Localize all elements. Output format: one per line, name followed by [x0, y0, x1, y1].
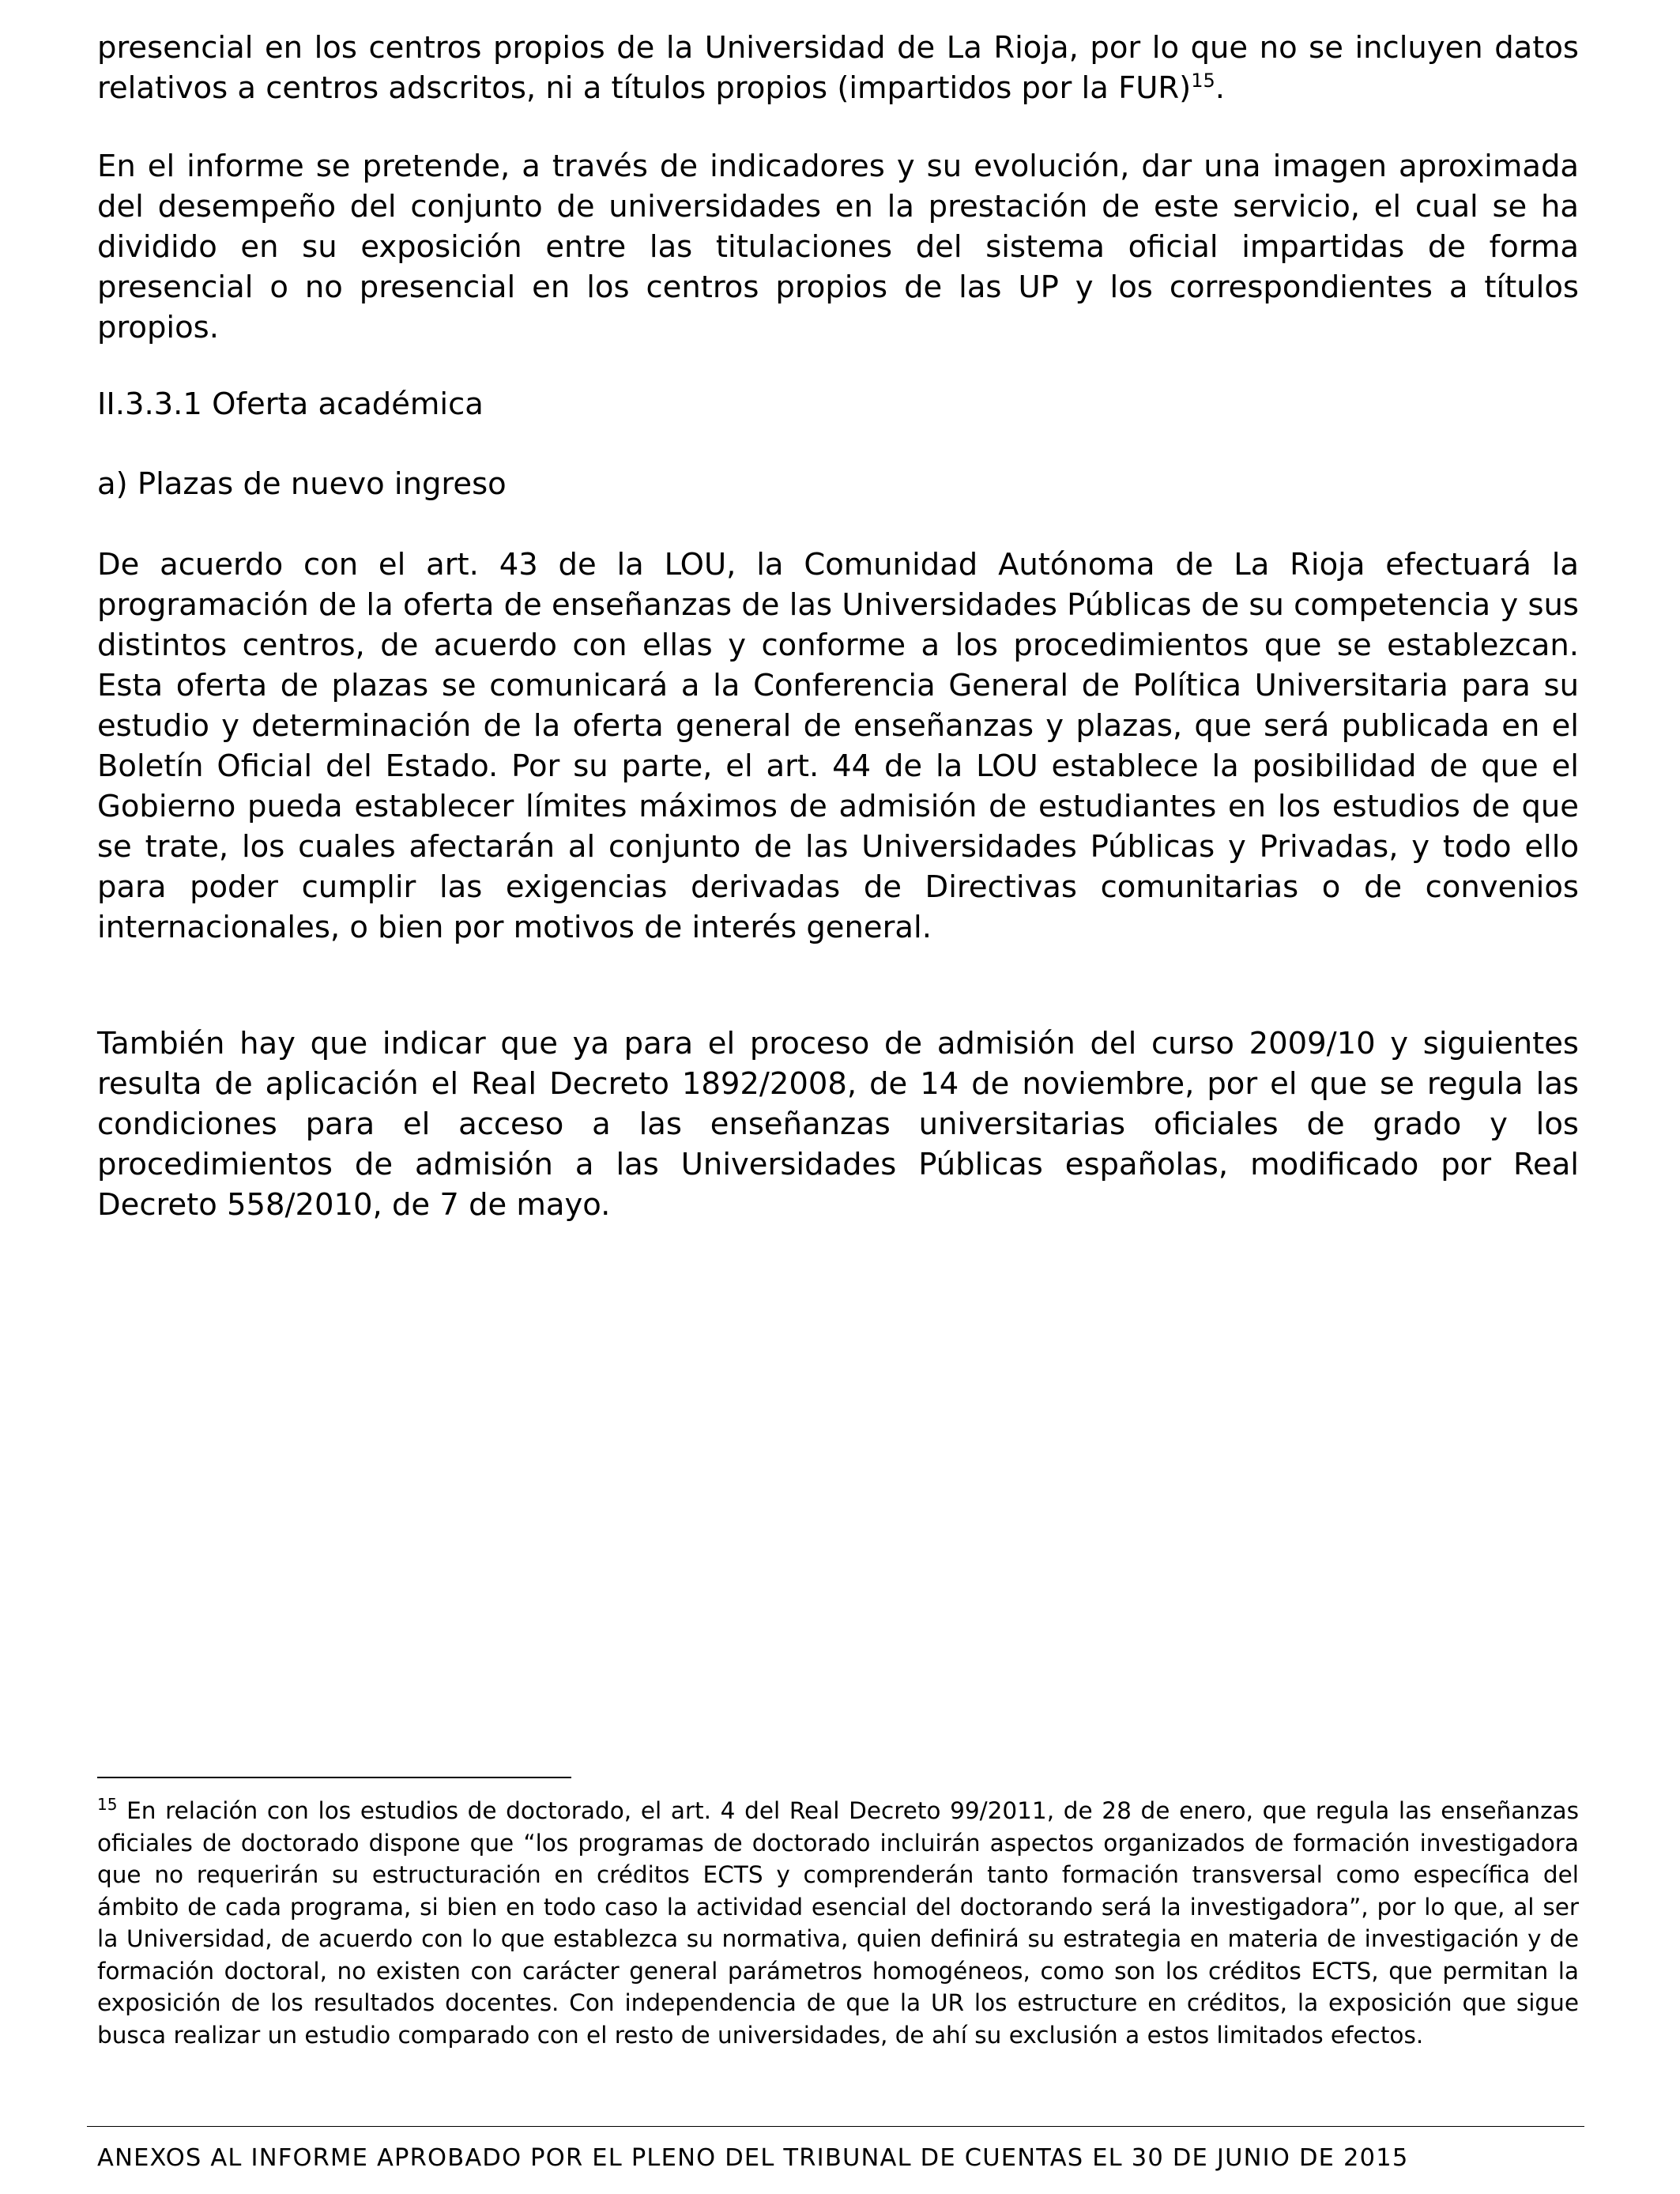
- footnote-reference-15[interactable]: 15: [1191, 70, 1215, 92]
- paragraph-1-text: presencial en los centros propios de la Universidad de La Rioja, por lo que no se incluyen datos relativos a centros adscritos, ni a títulos propios (impartidos por la FUR): [97, 30, 1579, 106]
- footnote-separator: [97, 1777, 571, 1778]
- footer-divider: [87, 2126, 1584, 2127]
- subsection-heading: a) Plazas de nuevo ingreso: [97, 466, 507, 502]
- footnote-text: En relación con los estudios de doctorado, el art. 4 del Real Decreto 99/2011, de 28 de enero, que regula las enseñanzas oficiales de doctorado dispone que “los programas de doctorado incluirán aspectos organizados de formación investigadora que no requerirán su estructuración en créditos ECTS y comprenderán tanto formación transversal como específica del ámbito de cada programa, si bien en todo caso la actividad esencial del doctorando será la investigadora”, por lo que, al ser la Universidad, de acuerdo con lo que establezca su normativa, quien definirá su estrategia en materia de investigación y de formación doctoral, no existen con carácter general parámetros homogéneos, como son los créditos ECTS, que permitan la exposición de los resultados docentes. Con independencia de que la UR los estructure en créditos, la exposición que sigue busca realizar un estudio comparado con el resto de universidades, de ahí su exclusión a estos limitados efectos.: [97, 1797, 1579, 2049]
- footnote-15: [97, 1795, 1579, 2051]
- page-footer: ANEXOS AL INFORME APROBADO POR EL PLENO DEL TRIBUNAL DE CUENTAS EL 30 DE JUNIO DE 2015: [97, 2144, 1409, 2172]
- paragraph-1: [97, 28, 1579, 108]
- paragraph-1-period: .: [1215, 70, 1225, 106]
- footnote-number: 15: [97, 1795, 118, 1815]
- paragraph-2: En el informe se pretende, a través de indicadores y su evolución, dar una imagen aproximada del desempeño del conjunto de universidades en la prestación de este servicio, el cual se ha dividido en su exposición entre las titulaciones del sistema oficial impartidas de forma presencial o no presencial en los centros propios de las UP y los correspondientes a títulos propios.: [97, 149, 1579, 345]
- paragraph-3: De acuerdo con el art. 43 de la LOU, la Comunidad Autónoma de La Rioja efectuará la programación de la oferta de enseñanzas de las Universidades Públicas de su competencia y sus distintos centros, de acuerdo con ellas y conforme a los procedimientos que se establezcan. Esta oferta de plazas se comunicará a la Conferencia General de Política Universitaria para su estudio y determinación de la oferta general de enseñanzas y plazas, que será publicada en el Boletín Oficial del Estado. Por su parte, el art. 44 de la LOU establece la posibilidad de que el Gobierno pueda establecer límites máximos de admisión de estudiantes en los estudios de que se trate, los cuales afectarán al conjunto de las Universidades Públicas y Privadas, y todo ello para poder cumplir las exigencias derivadas de Directivas comunitarias o de convenios internacionales, o bien por motivos de interés general.: [97, 547, 1579, 945]
- section-heading: II.3.3.1 Oferta académica: [97, 386, 484, 422]
- paragraph-4: También hay que indicar que ya para el proceso de admisión del curso 2009/10 y siguientes resulta de aplicación el Real Decreto 1892/2008, de 14 de noviembre, por el que se regula las condiciones para el acceso a las enseñanzas universitarias oficiales de grado y los procedimientos de admisión a las Universidades Públicas españolas, modificado por Real Decreto 558/2010, de 7 de mayo.: [97, 1026, 1579, 1223]
